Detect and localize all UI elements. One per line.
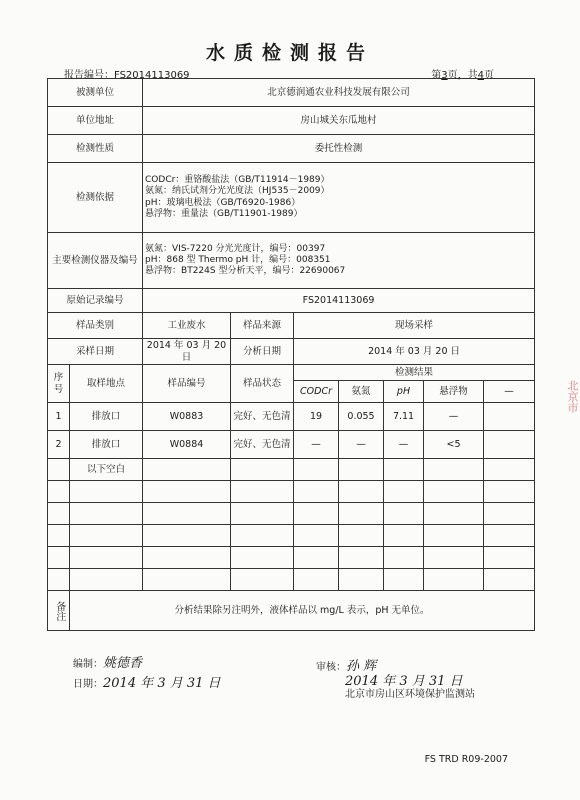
row-ss: <5 xyxy=(424,431,484,459)
report-table xyxy=(47,78,535,631)
row-site: 排放口 xyxy=(70,431,143,459)
sampling-date-value: 2014 年 03 月 20 日 xyxy=(143,339,231,365)
basis-label: 检测依据 xyxy=(48,163,143,233)
reviewer-label: 审核： xyxy=(316,662,346,673)
basis-list xyxy=(143,163,535,233)
blank-text: 以下空白 xyxy=(70,459,143,481)
page-mid: 页，共 xyxy=(447,70,478,81)
note-value: 分析结果除另注明外，液体样品以 mg/L 表示，pH 无单位。 xyxy=(70,591,535,631)
page-current: 3 xyxy=(441,70,448,81)
blank-row xyxy=(48,459,535,481)
instrument-ss: 悬浮物：BT224S 型分析天平，编号：22690067 xyxy=(145,266,346,277)
form-code: FS TRD R09-2007 xyxy=(424,754,508,765)
row-sample-no: W0884 xyxy=(143,431,231,459)
instrument-ph: pH：868 型 Thermo pH 计，编号：008351 xyxy=(145,254,331,265)
address-value: 房山城关东瓜地村 xyxy=(143,107,535,135)
row-cod: — xyxy=(294,431,339,459)
basis-cod: CODCr：重铬酸盐法（GB/T11914－1989） xyxy=(145,175,330,185)
basis-ph: pH：玻璃电极法（GB/T6920-1986） xyxy=(145,197,301,208)
empty-row xyxy=(48,481,535,503)
row-sample-no: W0883 xyxy=(143,403,231,431)
param-ss: 悬浮物 xyxy=(424,381,484,403)
empty-row xyxy=(48,525,535,547)
record-value: FS2014113069 xyxy=(143,289,535,313)
sample-source-label: 样品来源 xyxy=(231,313,294,339)
empty-row xyxy=(48,569,535,591)
row-ph: — xyxy=(384,431,424,459)
sample-type-row xyxy=(48,313,535,339)
address-label: 单位地址 xyxy=(48,107,143,135)
row-ammonia: — xyxy=(339,431,384,459)
nature-label: 检测性质 xyxy=(48,135,143,163)
row-cod: 19 xyxy=(294,403,339,431)
sampling-date-label: 采样日期 xyxy=(48,339,143,365)
col-header-no: 序号 xyxy=(48,365,70,403)
seal-stamp: 北京市 xyxy=(566,380,579,413)
instrument-row xyxy=(48,233,535,289)
basis-ss: 悬浮物：重量法（GB/T11901-1989） xyxy=(145,208,303,219)
sample-type-label: 样品类别 xyxy=(48,313,143,339)
note-label: 备注 xyxy=(48,591,70,631)
param-ph: pH xyxy=(384,381,424,403)
reviewer-date: 2014 年 3 月 31 日 xyxy=(345,674,463,689)
organization-name: 北京市房山区环境保护监测站 xyxy=(345,689,475,700)
results-group-header: 检测结果 xyxy=(294,365,535,381)
nature-row xyxy=(48,135,535,163)
report-title: 水质检测报告 xyxy=(205,42,374,64)
reviewer-signature: 孙 辉 xyxy=(346,659,377,674)
row-state: 完好、无色清 xyxy=(231,403,294,431)
param-ammonia: 氨氮 xyxy=(339,381,384,403)
instrument-ammonia: 氨氮：VIS-7220 分光光度计，编号：00397 xyxy=(145,243,326,254)
col-header-state: 样品状态 xyxy=(231,365,294,403)
col-header-site: 取样地点 xyxy=(70,365,143,403)
row-extra xyxy=(484,403,535,431)
basis-row xyxy=(48,163,535,233)
analysis-date-value: 2014 年 03 月 20 日 xyxy=(294,339,535,365)
page-suffix: 页 xyxy=(484,70,494,81)
table-row xyxy=(48,403,535,431)
date-row xyxy=(48,339,535,365)
editor-signature: 姚德香 xyxy=(103,656,143,671)
analysis-date-label: 分析日期 xyxy=(231,339,294,365)
address-row xyxy=(48,107,535,135)
row-no: 2 xyxy=(48,431,70,459)
row-extra xyxy=(484,431,535,459)
row-ammonia: 0.055 xyxy=(339,403,384,431)
client-row xyxy=(48,79,535,107)
client-value: 北京德润通农业科技发展有限公司 xyxy=(143,79,535,107)
page-prefix: 第 xyxy=(431,70,442,81)
instrument-label: 主要检测仪器及编号 xyxy=(48,233,143,289)
row-no: 1 xyxy=(48,403,70,431)
report-number-value: FS2014113069 xyxy=(114,70,190,81)
param-extra: — xyxy=(484,381,535,403)
sample-type-value: 工业废水 xyxy=(143,313,231,339)
editor-block xyxy=(73,652,142,671)
col-header-sample-no: 样品编号 xyxy=(143,365,231,403)
basis-ammonia: 氨氮：纳氏试剂分光光度法（HJ535－2009） xyxy=(145,186,330,197)
row-state: 完好、无色清 xyxy=(231,431,294,459)
record-row xyxy=(48,289,535,313)
editor-date: 2014 年 3 月 31 日 xyxy=(103,676,221,691)
client-label: 被测单位 xyxy=(48,79,143,107)
empty-row xyxy=(48,503,535,525)
table-row xyxy=(48,431,535,459)
empty-row xyxy=(48,547,535,569)
row-ss: — xyxy=(424,403,484,431)
page-total: 4 xyxy=(477,70,484,81)
editor-date-label: 日期： xyxy=(73,679,103,690)
record-label: 原始记录编号 xyxy=(48,289,143,313)
note-row xyxy=(48,591,535,631)
sample-source-value: 现场采样 xyxy=(294,313,535,339)
editor-label: 编制： xyxy=(73,659,103,670)
row-site: 排放口 xyxy=(70,403,143,431)
nature-value: 委托性检测 xyxy=(143,135,535,163)
results-header-row xyxy=(48,365,535,381)
report-number-label: 报告编号： xyxy=(64,70,114,81)
instrument-list xyxy=(143,233,535,289)
param-cod: CODCr xyxy=(294,381,339,403)
row-ph: 7.11 xyxy=(384,403,424,431)
editor-date-block xyxy=(73,672,221,691)
